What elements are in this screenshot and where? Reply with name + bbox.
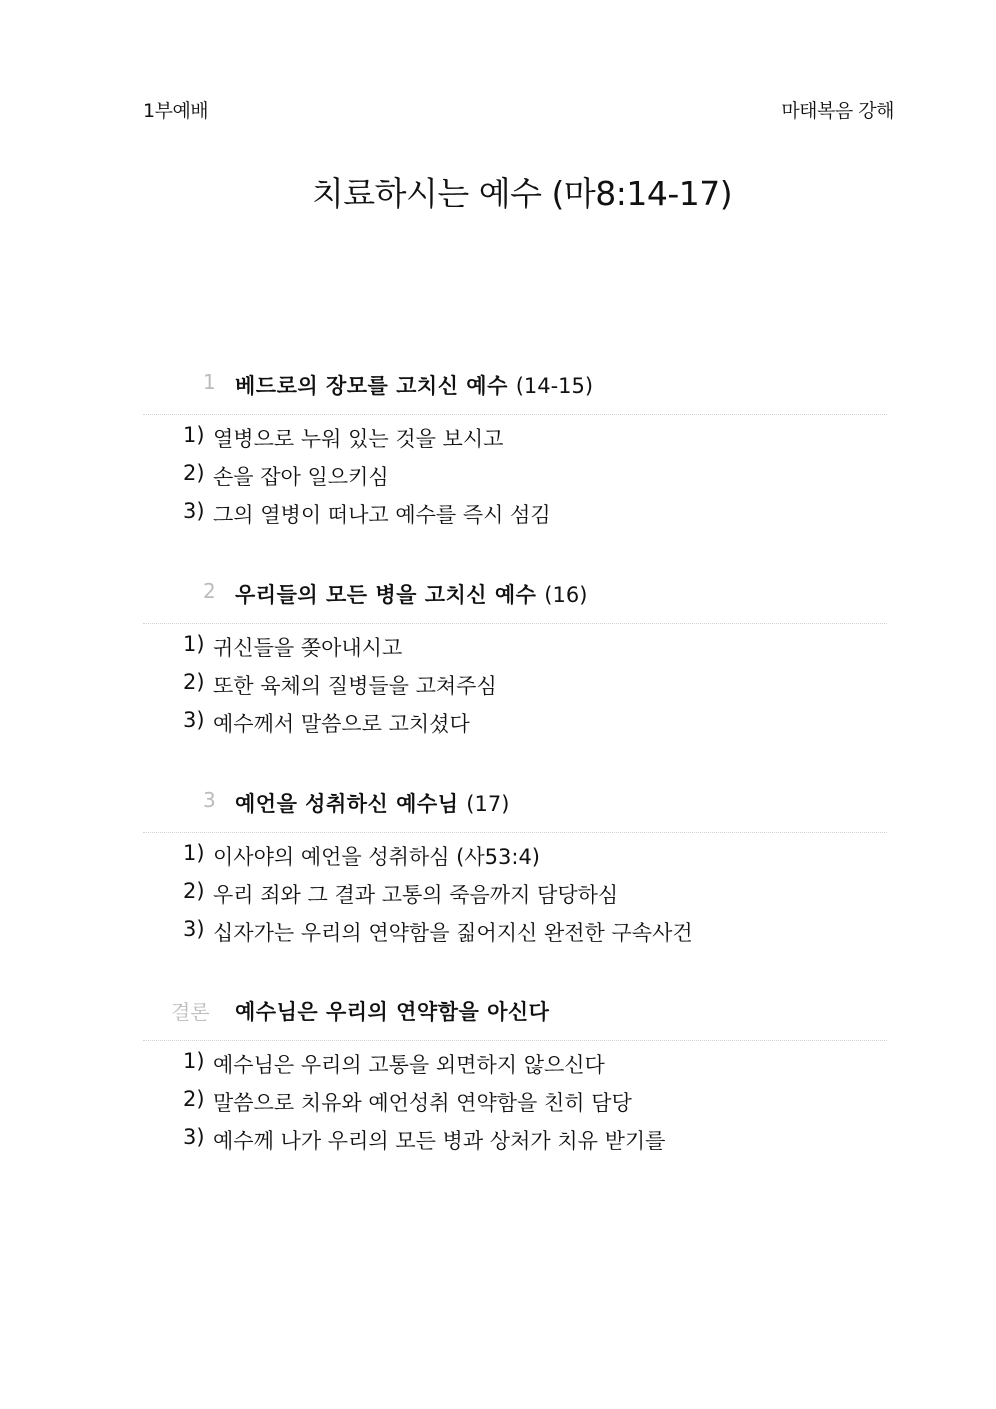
item-number: 3) — [183, 1125, 205, 1149]
item-number: 1) — [183, 1049, 205, 1073]
item-number: 1) — [183, 841, 205, 865]
section-heading — [143, 996, 887, 1032]
list-item — [143, 708, 887, 746]
section-title-text: 예언을 성취하신 예수님 — [235, 792, 459, 816]
section-items — [143, 841, 887, 955]
section-items — [143, 632, 887, 746]
section-title-text: 베드로의 장모를 고치신 예수 — [235, 374, 508, 398]
section-title — [235, 996, 549, 1026]
list-item — [143, 423, 887, 461]
section-3 — [143, 788, 887, 955]
list-item — [143, 917, 887, 955]
item-text: 귀신들을 쫒아내시고 — [213, 636, 403, 660]
item-text: 십자가는 우리의 연약함을 짊어지신 완전한 구속사건 — [213, 921, 693, 945]
section-1 — [143, 370, 887, 537]
list-item — [143, 1049, 887, 1087]
section-number: 2 — [203, 579, 216, 603]
item-number: 3) — [183, 708, 205, 732]
section-title — [235, 579, 587, 609]
item-text: 우리 죄와 그 결과 고통의 죽음까지 담당하심 — [213, 883, 619, 907]
section-divider — [143, 414, 887, 415]
list-item — [143, 461, 887, 499]
section-items — [143, 1049, 887, 1163]
section-reference: (16) — [544, 583, 588, 607]
section-2 — [143, 579, 887, 746]
list-item — [143, 879, 887, 917]
section-divider — [143, 623, 887, 624]
section-heading — [143, 579, 887, 615]
section-title-text: 예수님은 우리의 연약함을 아신다 — [235, 1000, 550, 1024]
header-right-label: 마태복음 강해 — [781, 100, 894, 122]
item-text: 예수님은 우리의 고통을 외면하지 않으신다 — [213, 1053, 605, 1077]
section-divider — [143, 1040, 887, 1041]
section-reference: (17) — [466, 792, 510, 816]
item-text: 이사야의 예언을 성취하심 (사53:4) — [213, 845, 541, 869]
section-number: 3 — [203, 788, 216, 812]
item-number: 2) — [183, 461, 205, 485]
item-number: 2) — [183, 1087, 205, 1111]
page-title: 치료하시는 예수 (마8:14-17) — [311, 174, 733, 213]
item-number: 3) — [183, 499, 205, 523]
item-text: 예수께서 말씀으로 고치셨다 — [213, 712, 470, 736]
list-item — [143, 499, 887, 537]
item-number: 3) — [183, 917, 205, 941]
item-number: 1) — [183, 423, 205, 447]
section-conclusion — [143, 996, 887, 1163]
item-text: 예수께 나가 우리의 모든 병과 상처가 치유 받기를 — [213, 1129, 666, 1153]
section-reference: (14-15) — [515, 374, 594, 398]
section-number: 1 — [203, 370, 216, 394]
section-title — [235, 788, 509, 818]
list-item — [143, 670, 887, 708]
list-item — [143, 632, 887, 670]
section-title — [235, 370, 593, 400]
item-text: 그의 열병이 떠나고 예수를 즉시 섬김 — [213, 503, 551, 527]
header-left-label: 1부예배 — [143, 100, 209, 122]
item-text: 또한 육체의 질병들을 고쳐주심 — [213, 674, 497, 698]
section-heading — [143, 788, 887, 824]
section-heading — [143, 370, 887, 406]
list-item — [143, 1125, 887, 1163]
section-number: 결론 — [171, 1000, 210, 1024]
item-number: 1) — [183, 632, 205, 656]
list-item — [143, 1087, 887, 1125]
item-text: 말씀으로 치유와 예언성취 연약함을 친히 담당 — [213, 1091, 632, 1115]
item-text: 손을 잡아 일으키심 — [213, 465, 389, 489]
item-text: 열병으로 누워 있는 것을 보시고 — [213, 427, 504, 451]
section-title-text: 우리들의 모든 병을 고치신 예수 — [235, 583, 537, 607]
section-items — [143, 423, 887, 537]
section-divider — [143, 832, 887, 833]
item-number: 2) — [183, 879, 205, 903]
item-number: 2) — [183, 670, 205, 694]
list-item — [143, 841, 887, 879]
